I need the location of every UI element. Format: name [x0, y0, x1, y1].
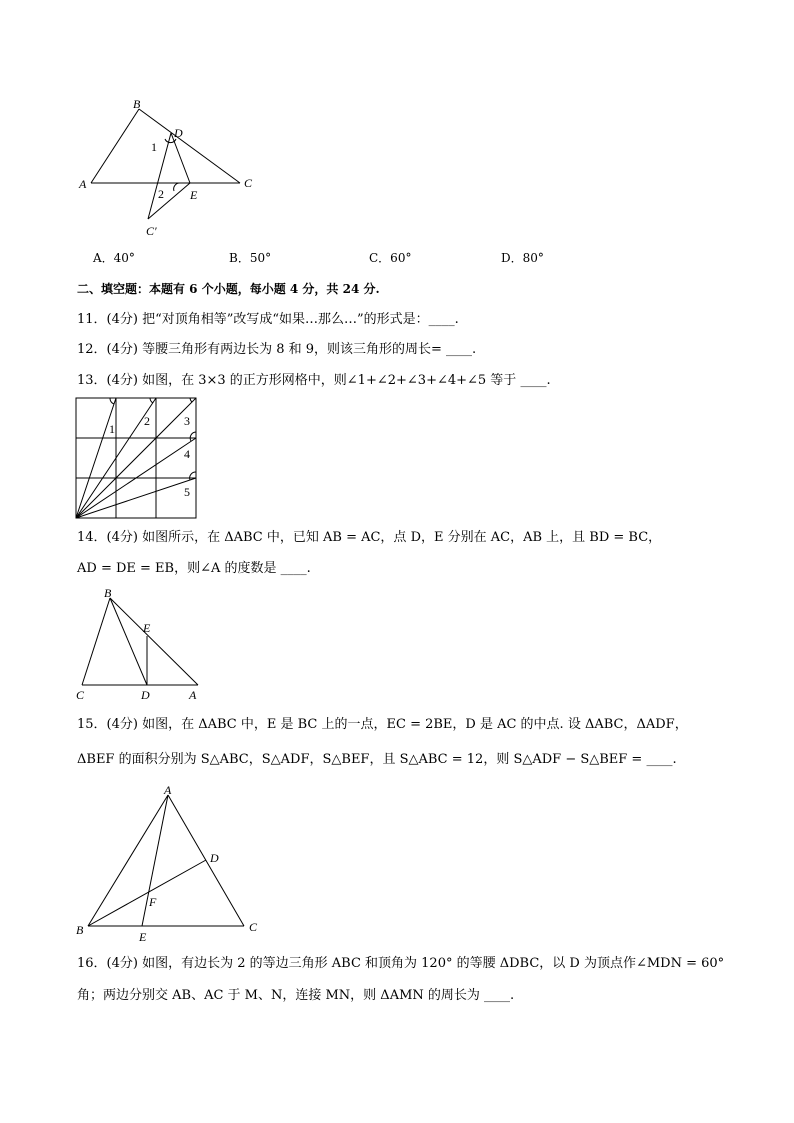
label-d: D: [210, 851, 219, 865]
segment-bd: [88, 860, 206, 926]
label-b: B: [104, 586, 112, 600]
angle-arc-2: [150, 398, 153, 403]
label-a: A: [79, 177, 87, 191]
option-d: D．80°: [501, 251, 544, 265]
label-a: A: [189, 688, 197, 702]
label-e: E: [190, 188, 198, 202]
label-a: A: [164, 783, 172, 797]
segment-de: [171, 133, 190, 183]
question-11: 11．(4分) 把“对顶角相等”改写成“如果…那么…”的形式是：____.: [77, 312, 459, 327]
segment-bd: [110, 598, 147, 685]
angle-arc-1: [110, 398, 114, 404]
question-12: 12．(4分) 等腰三角形有两边长为 8 和 9，则该三角形的周长= ____.: [77, 342, 477, 357]
label-d: D: [174, 126, 183, 140]
option-b: B．50°: [229, 251, 272, 265]
segment-ab: [91, 109, 139, 183]
label-angle-1: 1: [151, 140, 157, 154]
grid-label-2: 2: [144, 414, 150, 428]
grid-label-5: 5: [184, 485, 190, 499]
grid-label-3: 3: [184, 414, 190, 428]
option-a: A．40°: [93, 251, 135, 265]
segment-cb: [82, 598, 110, 685]
label-b: B: [133, 97, 141, 111]
section-heading: 二、填空题：本题有 6 个小题，每小题 4 分，共 24 分.: [77, 282, 380, 296]
label-c: C: [249, 920, 258, 934]
label-f: F: [149, 895, 157, 909]
question-15-line-1: 15．(4分) 如图，在 ΔABC 中，E 是 BC 上的一点，EC = 2BE，D 是 AC 的中点. 设 ΔABC，ΔADF，: [77, 717, 688, 732]
question-13: 13．(4分) 如图，在 3×3 的正方形网格中，则∠1+∠2+∠3+∠4+∠5 等于 ____.: [77, 373, 551, 388]
label-c: C: [76, 688, 85, 702]
figure-q13-grid: [74, 396, 200, 522]
ray-3: [76, 398, 196, 518]
figure-q15: [72, 782, 272, 947]
segment-ba: [110, 598, 198, 685]
option-c: C．60°: [369, 251, 412, 265]
figure-q14: [72, 585, 212, 705]
label-angle-2: 2: [158, 187, 164, 201]
question-15-line-2: ΔBEF 的面积分别为 S△ABC，S△ADF，S△BEF，且 S△ABC = 12，则 S△ADF − S△BEF = ____.: [77, 752, 677, 767]
label-e: E: [143, 621, 151, 635]
grid-label-4: 4: [184, 447, 190, 461]
question-16-line-2: 角；两边分别交 AB、AC 于 M、N，连接 MN，则 ΔAMN 的周长为 ____.: [77, 988, 515, 1003]
figure-q10: [70, 95, 270, 240]
ray-1: [76, 398, 116, 518]
angle-arc-3: [190, 398, 192, 402]
question-14-line-2: AD = DE = EB，则∠A 的度数是 ____.: [77, 561, 311, 576]
label-c-prime: C′: [146, 224, 157, 238]
label-e: E: [139, 930, 147, 944]
question-16-line-1: 16．(4分) 如图，有边长为 2 的等边三角形 ABC 和顶角为 120° 的等腰 ΔDBC，以 D 为顶点作∠MDN = 60°: [77, 956, 725, 971]
grid-label-1: 1: [109, 422, 115, 436]
ray-5: [76, 478, 196, 518]
segment-ec-prime: [148, 183, 190, 219]
question-14-line-1: 14．(4分) 如图所示，在 ΔABC 中，已知 AB = AC，点 D，E 分别在 AC，AB 上，且 BD = BC，: [77, 530, 662, 545]
label-b: B: [76, 923, 84, 937]
label-c: C: [244, 176, 253, 190]
label-d: D: [141, 688, 150, 702]
angle-arc-e: [174, 183, 180, 191]
